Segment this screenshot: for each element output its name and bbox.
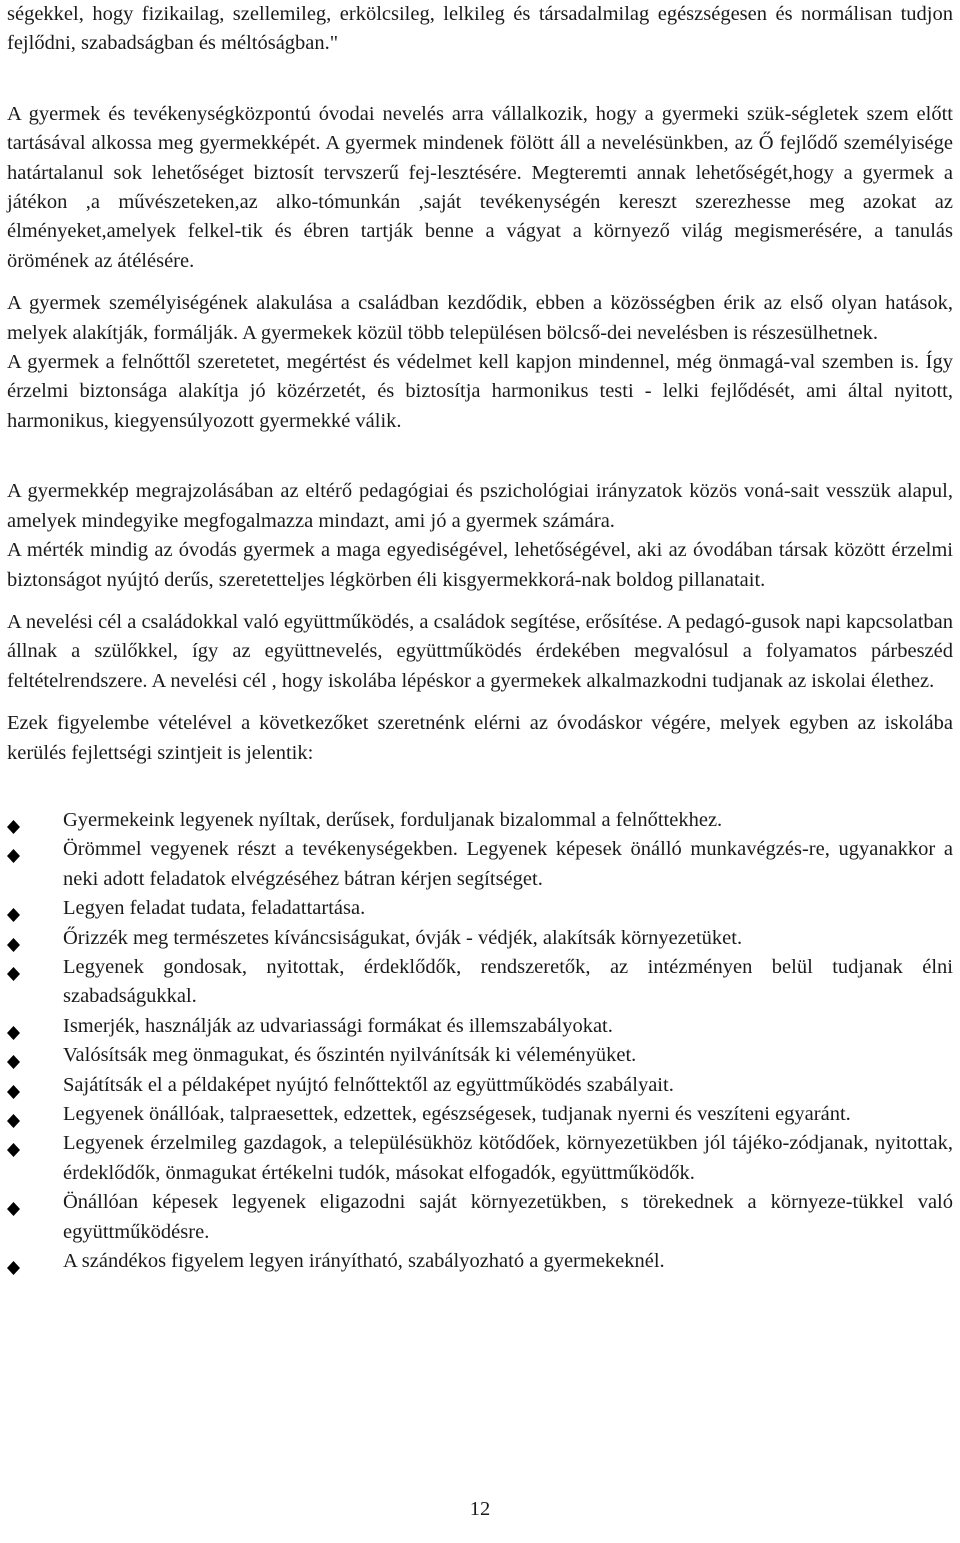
- list-item-text: Gyermekeink legyenek nyíltak, derűsek, forduljanak bizalommal a felnőttekhez.: [63, 808, 723, 831]
- diamond-bullet-icon: [7, 1137, 20, 1151]
- diamond-bullet-icon: [7, 843, 20, 857]
- paragraph-measure: A mérték mindig az óvodás gyermek a maga egyediségével, lehetőségével, aki az óvodában társak között érzelmi biztonságot nyújtó derűs, szeretetteljes légkörben éli kisgyermekkorá-nak boldog pillanatait.: [7, 539, 953, 591]
- goals-list: [7, 806, 953, 1277]
- document-page: [7, 0, 953, 1276]
- paragraph-family-cooperation: A nevelési cél a családokkal való együttműködés, a családok segítése, erősítése. A pedagó-gusok napi kapcsolatban állnak a szülőkkel, így az együttnevelés, együttműködés érdekében megvalósul a folyamatos párbeszéd feltételrendszere. A nevelési cél , hogy iskolába lépéskor a gyermekek alkalmazkodni tudjanak az iskolai élethez.: [7, 610, 953, 692]
- diamond-bullet-icon: [7, 1255, 20, 1269]
- list-item-text: Legyen feladat tudata, feladattartása.: [63, 897, 366, 920]
- diamond-bullet-icon: [7, 1020, 20, 1034]
- paragraph-adult-love: A gyermek a felnőttől szeretetet, megértést és védelmet kell kapjon mindennel, még önmagá-val szemben is. Így érzelmi biztonsága alakítja jó közérzetét, és biztosítja harmonikus testi - lelki fejlődését, ami által nyitott, harmonikus, kiegyensúlyozott gyermekké válik.: [7, 351, 953, 432]
- page-number: 12: [469, 1498, 491, 1520]
- list-item: [7, 924, 953, 953]
- list-item: [7, 1012, 953, 1041]
- list-item: [7, 835, 953, 894]
- list-item: [7, 1129, 953, 1188]
- list-item: [7, 894, 953, 923]
- list-item-text: Legyenek önállóak, talpraesettek, edzettek, egészségesek, tudjanak nyerni és veszíteni egyaránt.: [63, 1103, 851, 1125]
- diamond-bullet-icon: [7, 961, 20, 975]
- list-item-text: Sajátítsák el a példaképet nyújtó felnőttektől az együttműködés szabályait.: [63, 1073, 674, 1096]
- paragraph-rights-end: ségekkel, hogy fizikailag, szellemileg, erkölcsileg, lelkileg és társadalmilag egészségesen és normálisan tudjon fejlődni, szabadságban és méltóságban.": [7, 3, 953, 55]
- list-item-text: Örömmel vegyenek részt a tevékenységekben. Legyenek képesek önálló munkavégzés-re, ugyanakkor a neki adott feladatok elvégzéséhez bátran kérjen segítséget.: [63, 838, 953, 890]
- diamond-bullet-icon: [7, 1196, 20, 1210]
- diamond-bullet-icon: [7, 814, 20, 828]
- list-item-text: Valósítsák meg önmagukat, és őszintén nyilvánítsák ki véleményüket.: [63, 1044, 637, 1067]
- list-item-text: Ismerjék, használják az udvariassági formákat és illemszabályokat.: [63, 1014, 613, 1037]
- list-item: [7, 953, 953, 1012]
- list-item-text: Őrizzék meg természetes kíváncsiságukat, óvják - védjék, alakítsák környezetüket.: [63, 926, 743, 949]
- paragraph-family-influence: A gyermek személyiségének alakulása a családban kezdődik, ebben a közösségben érik az első olyan hatások, melyek alakítják, formálják. A gyermekek közül több településen bölcső-dei nevelésben is részesülhetnek.: [7, 292, 953, 344]
- diamond-bullet-icon: [7, 1079, 20, 1093]
- list-item: [7, 1100, 953, 1129]
- diamond-bullet-icon: [7, 1049, 20, 1063]
- diamond-bullet-icon: [7, 1108, 20, 1122]
- list-item: [7, 1188, 953, 1247]
- list-item: [7, 1041, 953, 1070]
- list-item-text: Önállóan képesek legyenek eligazodni saját környezetükben, s törekednek a környeze-tükkel való együttműködésre.: [63, 1191, 953, 1243]
- paragraph-goals-intro: Ezek figyelembe vételével a következőket szeretnénk elérni az óvodáskor végére, melyek egyben az iskolába kerülés fejlettségi szintjeit is jelentik:: [7, 712, 953, 764]
- list-item-text: Legyenek érzelmileg gazdagok, a településükhöz kötődőek, környezetükben jól tájéko-zódjanak, nyitottak, érdeklődők, önmagukat értékelni tudók, másokat elfogadók, együttműködők.: [63, 1132, 953, 1184]
- list-item: [7, 1071, 953, 1100]
- list-item: [7, 806, 953, 835]
- paragraph-child-image: A gyermekkép megrajzolásában az eltérő pedagógiai és pszichológiai irányzatok közös voná-sait vesszük alapul, amelyek mindegyike megfogalmazza mindazt, ami jó a gyermek számára.: [7, 480, 953, 532]
- list-item-text: A szándékos figyelem legyen irányítható, szabályozható a gyermekeknél.: [63, 1250, 665, 1273]
- diamond-bullet-icon: [7, 902, 20, 916]
- paragraph-child-centered-education: A gyermek és tevékenységközpontú óvodai nevelés arra vállalkozik, hogy a gyermeki szük-ségletek szem előtt tartásával alkossa meg gyermekképét. A gyermek mindenek fölött áll a nevelésünkben, az Ő fejlődő személyisége határtalanul sok lehetőséget biztosít tervszerű fej-lesztésére. Megteremti annak lehetőségét,hogy a gyermek a játékon ,a művészeteken,az alko-tómunkán ,saját tevékenységén kereszt szerezhesse meg azokat az élményeket,amelyek felkel-tik és ébren tartják benne a vágyat a környező világ megismerésére, a tanulás örömének az átélésére.: [7, 102, 953, 272]
- diamond-bullet-icon: [7, 932, 20, 946]
- list-item: [7, 1247, 953, 1276]
- list-item-text: Legyenek gondosak, nyitottak, érdeklődők, rendszeretők, az intézményen belül tudjanak élni szabadságukkal.: [63, 955, 953, 1008]
